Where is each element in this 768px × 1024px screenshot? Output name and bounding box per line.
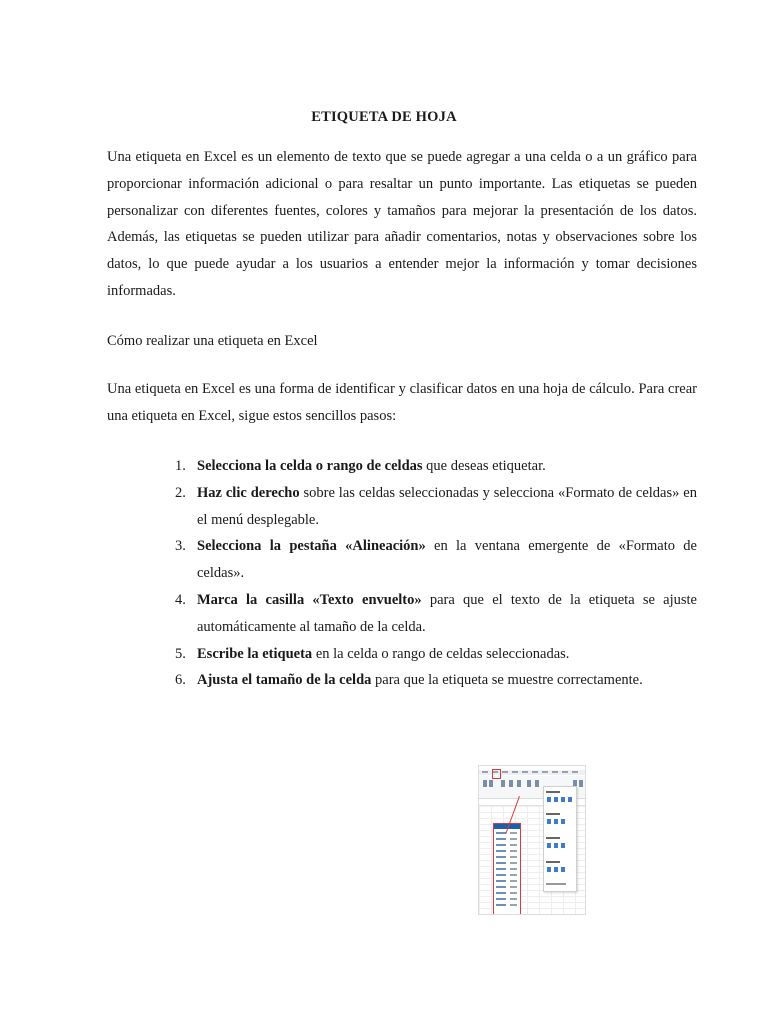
step-text: en la ventana emergente de «Formato de celdas». (197, 538, 697, 582)
highlight-box-icon (492, 769, 501, 779)
list-item (175, 533, 697, 587)
step-number: 2. (175, 484, 186, 501)
steps-intro-paragraph: Una etiqueta en Excel es una forma de identificar y clasificar datos en una hoja de cálculo. Para crear una etiqueta en Excel, sigue estos sencillos pasos: (107, 381, 697, 424)
step-bold: Haz clic derecho (197, 484, 300, 501)
list-item (175, 480, 697, 534)
page-title: ETIQUETA DE HOJA (311, 109, 457, 125)
step-number: 3. (175, 538, 186, 555)
step-text: para que el texto de la etiqueta se ajuste automáticamente al tamaño de la celda. (197, 591, 697, 635)
step-bold: Escribe la etiqueta (197, 645, 313, 662)
step-bold: Selecciona la pestaña «Alineación» (197, 538, 426, 555)
excel-screenshot-image (478, 765, 586, 915)
step-bold: Selecciona la celda o rango de celdas (197, 458, 423, 474)
section-subtitle: Cómo realizar una etiqueta en Excel (107, 333, 318, 349)
step-number: 1. (175, 458, 186, 474)
step-text: sobre las celdas seleccionadas y selecciona «Formato de celdas» en el menú desplegable. (197, 484, 697, 528)
steps-list (175, 453, 697, 694)
step-number: 5. (175, 645, 186, 662)
list-item (175, 641, 697, 668)
list-item (175, 587, 697, 641)
step-text: en la celda o rango de celdas seleccionadas. (312, 645, 570, 662)
list-item (175, 453, 697, 480)
list-item (175, 667, 697, 694)
step-text: para que la etiqueta se muestre correctamente. (371, 672, 643, 689)
intro-paragraph: Una etiqueta en Excel es un elemento de texto que se puede agregar a una celda o a un gráfico para proporcionar información adicional o para resaltar un punto importante. Las etiquetas se pueden personalizar con diferentes fuentes, colores y tamaños para mejorar la presentación de los datos. Además, las etiquetas se pueden utilizar para añadir comentarios, notas y observaciones sobre los datos, lo que puede ayudar a los usuarios a entender mejor la información y tomar decisiones informadas. (107, 149, 697, 299)
step-number: 4. (175, 591, 186, 608)
step-bold: Ajusta el tamaño de la celda (197, 672, 372, 689)
step-text: que deseas etiquetar. (422, 458, 546, 474)
step-number: 6. (175, 672, 186, 689)
step-bold: Marca la casilla «Texto envuelto» (197, 591, 422, 608)
selected-range (493, 823, 521, 915)
dropdown-menu (543, 786, 577, 892)
